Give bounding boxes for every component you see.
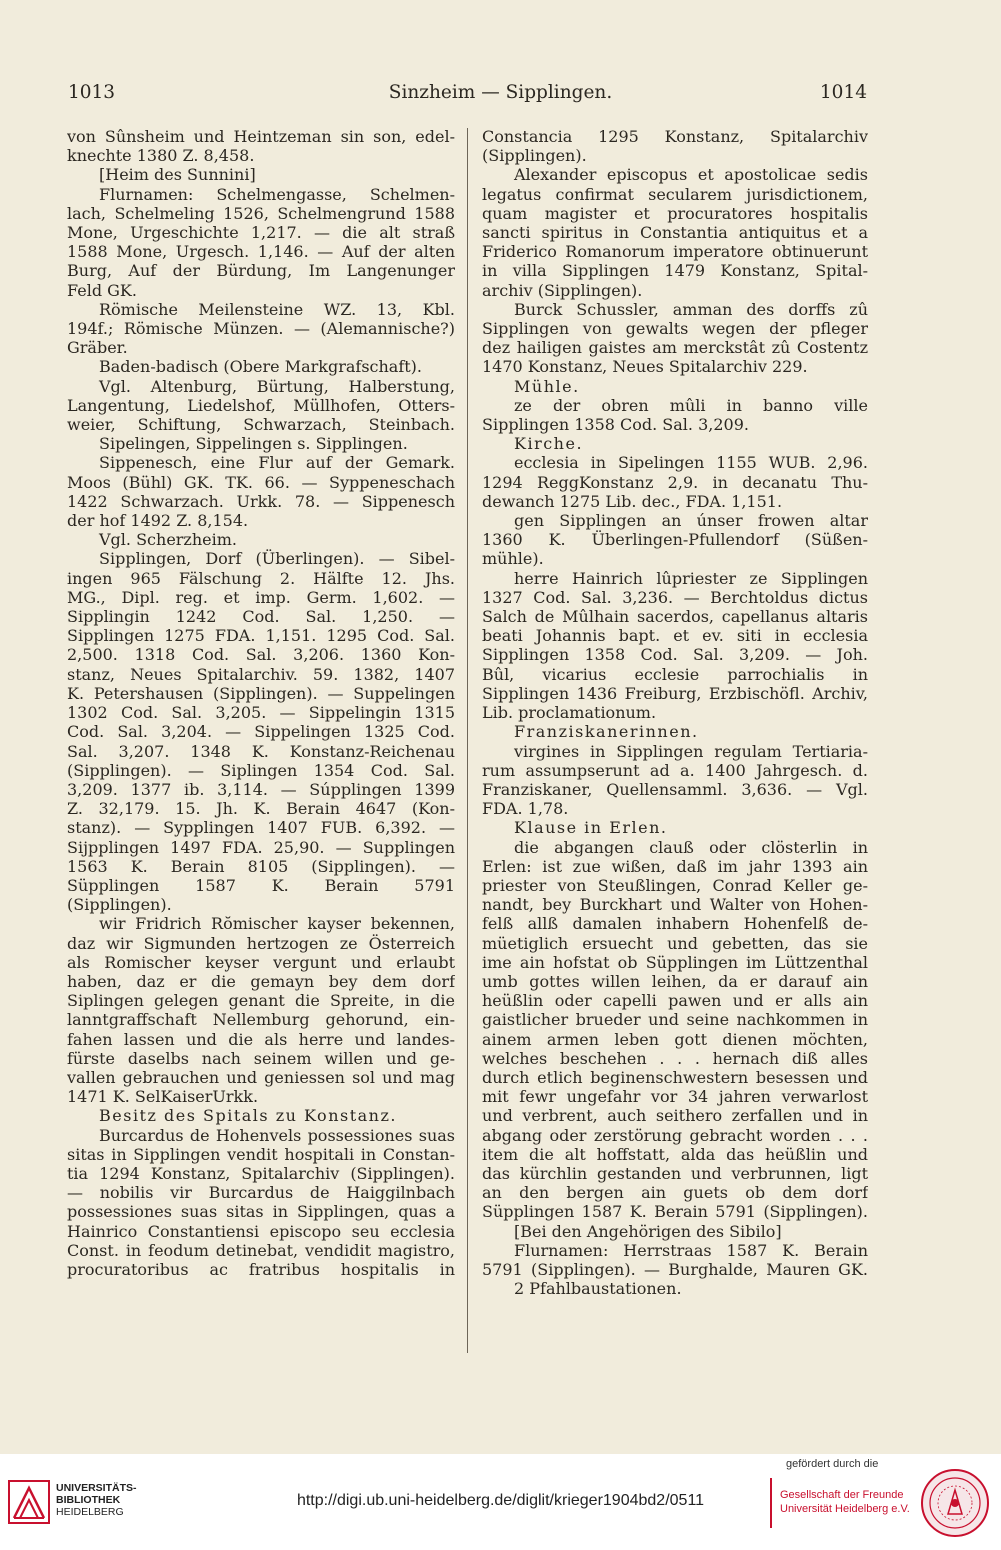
text-line: knechte 1380 Z. 8,458. bbox=[67, 146, 255, 166]
text-line: Besitz des Spitals zu Konstanz. bbox=[99, 1106, 397, 1126]
text-line: Sippenesch, eine Flur auf der Gemark. bbox=[99, 453, 455, 473]
running-title: Sinzheim — Sipplingen. bbox=[388, 82, 613, 103]
text-line: Erlen: ist zue wißen, daß im jahr 1393 ain bbox=[482, 856, 868, 876]
text-line: 194f.; Römische Münzen. — (Alemannische?) bbox=[67, 319, 455, 339]
text-line: Sipplingen 1275 FDA. 1,151. 1295 Cod. Sal. bbox=[67, 626, 455, 646]
text-line: (Sipplingen). bbox=[482, 146, 587, 166]
text-line: felß allß damalen inhabern Hohenfelß de- bbox=[482, 914, 868, 934]
text-line: Süpplingen 1587 K. Berain 5791 bbox=[67, 875, 455, 895]
page-number-right: 1014 bbox=[819, 82, 867, 103]
text-line: an den bergen ain guets ob dem dorf bbox=[482, 1183, 868, 1203]
text-line: Cod. Sal. 3,204. — Sippelingen 1325 Cod. bbox=[67, 722, 455, 742]
text-line: item die alt hoffstatt, alda das heüßlin und bbox=[482, 1144, 868, 1164]
text-line: und verbrent, auch seithero zerfallen und in bbox=[482, 1106, 868, 1126]
text-line: Siplingen gelegen genant die Spreite, in die bbox=[67, 991, 455, 1011]
text-line: in villa Sipplingen 1479 Konstanz, Spital- bbox=[482, 261, 868, 281]
text-line: sitas in Sipplingen vendit hospitali in Constan- bbox=[67, 1144, 455, 1164]
text-line: Mühle. bbox=[514, 376, 580, 396]
text-line: (Sipplingen). bbox=[67, 895, 172, 915]
text-line: Sijpplingen 1497 FDA. 25,90. — Supplingen bbox=[67, 837, 455, 857]
sponsor-label: gefördert durch die bbox=[786, 1458, 879, 1470]
text-line: heüßlin oder capelli pawen und er alls ain bbox=[482, 991, 868, 1011]
text-line: priester von Steußlingen, Conrad Keller ge- bbox=[482, 875, 868, 895]
text-line: 1294 ReggKonstanz 2,9. in decanatu Thu- bbox=[482, 472, 868, 492]
text-line: Constancia 1295 Konstanz, Spitalarchiv bbox=[482, 127, 868, 146]
text-line: Klause in Erlen. bbox=[514, 818, 668, 838]
text-line: 2,500. 1318 Cod. Sal. 3,206. 1360 Kon- bbox=[67, 645, 455, 665]
text-line: durch etlich beginenschwestern besessen und bbox=[482, 1067, 868, 1087]
text-line: ime ain hofstat ob Süpplingen im Lüttzenthal bbox=[482, 952, 868, 972]
text-line: 1327 Cod. Sal. 3,236. — Berchtoldus dictus bbox=[482, 587, 868, 607]
text-line: mühle). bbox=[482, 549, 544, 569]
university-line: UNIVERSITÄTS- bbox=[56, 1482, 137, 1494]
text-line: Baden-badisch (Obere Markgrafschaft). bbox=[99, 357, 423, 377]
text-line: der hof 1492 Z. 8,154. bbox=[67, 511, 249, 531]
text-line: archiv (Sipplingen). bbox=[482, 280, 643, 300]
text-line: Lib. proclamationum. bbox=[482, 703, 657, 723]
text-line: 1302 Cod. Sal. 3,205. — Sippelingin 1315 bbox=[67, 703, 455, 723]
text-line: [Bei den Angehörigen des Sibilo] bbox=[514, 1221, 782, 1241]
text-line: umb gottes willen leihen, da er darauf ain bbox=[482, 971, 868, 991]
sponsor-line: Universität Heidelberg e.V. bbox=[780, 1503, 910, 1515]
text-line: rum assumpserunt ad a. 1400 Jahrgesch. d. bbox=[482, 760, 868, 780]
text-line: Sipplingen 1358 Cod. Sal. 3,209. bbox=[482, 415, 749, 435]
sponsor-line: Gesellschaft der Freunde bbox=[780, 1489, 904, 1501]
text-line: nandt, bey Burckhart und Walter von Hohen- bbox=[482, 895, 868, 915]
text-line: fahen lassen und die als herre und landes- bbox=[67, 1029, 455, 1049]
text-line: quam magister et procuratores hospitalis bbox=[482, 203, 868, 223]
text-line: müetiglich ersuecht und gebetten, das sie bbox=[482, 933, 868, 953]
left-column bbox=[67, 127, 455, 1279]
text-line: Bûl, vicarius ecclesie parrochialis in bbox=[482, 664, 868, 684]
text-line: Gräber. bbox=[67, 338, 128, 358]
text-line: Sal. 3,207. 1348 K. Konstanz-Reichenau bbox=[67, 741, 455, 761]
text-line: lanntgraffschaft Nellemburg gehorund, ein- bbox=[67, 1010, 455, 1030]
permalink[interactable]: http://digi.ub.uni-heidelberg.de/diglit/krieger1904bd2/0511 bbox=[296, 1492, 705, 1509]
text-line: 5791 (Sipplingen). — Burghalde, Mauren GK. bbox=[482, 1259, 868, 1279]
text-line: Z. 32,179. 15. Jh. K. Berain 4647 (Kon- bbox=[67, 799, 455, 819]
text-line: daz wir Sigmunden hertzogen ze Österreich bbox=[67, 933, 455, 953]
text-line: Burcardus de Hohenvels possessiones suas bbox=[99, 1125, 455, 1145]
text-line: Sipplingen 1436 Freiburg, Erzbischöfl. Archiv, bbox=[482, 683, 868, 703]
text-line: Süpplingen 1587 K. Berain 5791 (Sipplingen). bbox=[482, 1202, 868, 1222]
text-line: gen Sipplingen an únser frowen altar bbox=[514, 511, 868, 531]
text-line: Feld GK. bbox=[67, 280, 137, 300]
text-line: lach, Schelmeling 1526, Schelmengrund 1588 bbox=[67, 203, 455, 223]
text-line: 2 Pfahlbaustationen. bbox=[514, 1279, 682, 1299]
text-line: 1360 K. Überlingen-Pfullendorf (Süßen- bbox=[482, 530, 868, 550]
text-line: die abgangen clauß oder clösterlin in bbox=[514, 837, 868, 857]
text-line: haben, daz er die gemayn bey dem dorf bbox=[67, 971, 455, 991]
text-line: beati Johannis bapt. et ev. siti in ecclesia bbox=[482, 626, 868, 646]
text-line: MG., Dipl. reg. et imp. Germ. 1,602. — bbox=[67, 587, 455, 607]
text-line: Flurnamen: Herrstraas 1587 K. Berain bbox=[514, 1240, 868, 1260]
text-line: Vgl. Scherzheim. bbox=[99, 530, 238, 550]
text-line: als Romischer keyser vergunt und erlaubt bbox=[67, 952, 455, 972]
text-line: fürste daselbs nach seinem willen und ge- bbox=[67, 1048, 455, 1068]
page-number-left: 1013 bbox=[68, 82, 116, 103]
text-line: ze der obren mûli in banno ville bbox=[514, 395, 868, 415]
text-line: wir Fridrich Rŏmischer kayser bekennen, bbox=[99, 914, 455, 934]
text-line: dez hailigen gaistes am merckstât zû Costentz bbox=[482, 338, 868, 358]
text-line: 3,209. 1377 ib. 3,114. — Súpplingen 1399 bbox=[67, 779, 455, 799]
text-line: FDA. 1,78. bbox=[482, 799, 569, 819]
text-line: Sipplingin 1242 Cod. Sal. 1,250. — bbox=[67, 607, 455, 627]
text-line: von Sûnsheim und Heintzeman sin son, edel- bbox=[67, 127, 455, 146]
text-line: legatus confirmat secularem jurisdictionem, bbox=[482, 184, 868, 204]
text-line: welches beschehen . . . hernach diß alles bbox=[482, 1048, 868, 1068]
text-line: dewanch 1275 Lib. dec., FDA. 1,151. bbox=[482, 491, 783, 511]
university-line: HEIDELBERG bbox=[56, 1506, 124, 1518]
text-line: ingen 965 Fälschung 2. Hälfte 12. Jhs. bbox=[67, 568, 455, 588]
text-line: ainem armen leben gott dienen möchten, bbox=[482, 1029, 868, 1049]
text-line: procuratoribus ac fratribus hospitalis in bbox=[67, 1259, 455, 1279]
right-column bbox=[482, 127, 868, 1298]
text-line: 1588 Mone, Urgesch. 1,146. — Auf der alten bbox=[67, 242, 455, 262]
text-line: 1422 Schwarzach. Urkk. 78. — Sippenesch bbox=[67, 491, 455, 511]
text-line: [Heim des Sunnini] bbox=[99, 165, 256, 185]
text-line: Franziskaner, Quellensamml. 3,636. — Vgl. bbox=[482, 779, 868, 799]
text-line: K. Petershausen (Sipplingen). — Suppelingen bbox=[67, 683, 455, 703]
text-line: Burck Schussler, amman des dorffs zû bbox=[514, 299, 868, 319]
text-line: Franziskanerinnen. bbox=[514, 722, 699, 742]
viewer-footer bbox=[0, 1454, 1001, 1550]
text-line: Flurnamen: Schelmengasse, Schelmen- bbox=[99, 184, 455, 204]
text-line: stanz). — Sypplingen 1407 FUB. 6,392. — bbox=[67, 818, 455, 838]
text-line: vallen gebrauchen und geniessen sol und mag bbox=[67, 1067, 455, 1087]
column-divider bbox=[467, 128, 468, 1353]
text-line: Sipplingen 1358 Cod. Sal. 3,209. — Joh. bbox=[482, 645, 868, 665]
text-line: herre Hainrich lûpriester ze Sipplingen bbox=[514, 568, 868, 588]
text-line: Sipplingen, Dorf (Überlingen). — Sibel- bbox=[99, 549, 455, 569]
text-line: virgines in Sipplingen regulam Tertiaria- bbox=[514, 741, 868, 761]
text-line: abgang oder zerstörung gebracht worden . . . bbox=[482, 1125, 868, 1145]
text-line: Moos (Bühl) GK. TK. 66. — Syppeneschach bbox=[67, 472, 455, 492]
sponsor-name bbox=[780, 1488, 910, 1516]
text-line: das kürchlin gestanden und verbrunnen, ligt bbox=[482, 1163, 868, 1183]
sponsor-divider bbox=[770, 1478, 772, 1528]
text-line: Römische Meilensteine WZ. 13, Kbl. bbox=[99, 299, 455, 319]
text-line: tia 1294 Konstanz, Spitalarchiv (Sipplingen). bbox=[67, 1163, 455, 1183]
text-line: 1563 K. Berain 8105 (Sipplingen). — bbox=[67, 856, 455, 876]
text-line: sancti spiritus in Constantia antiquitus et a bbox=[482, 223, 868, 243]
text-line: stanz, Neues Spitalarchiv. 59. 1382, 1407 bbox=[67, 664, 455, 684]
text-line: (Sipplingen). — Siplingen 1354 Cod. Sal. bbox=[67, 760, 455, 780]
text-line: Alexander episcopus et apostolicae sedis bbox=[514, 165, 868, 185]
text-line: Sipplingen von gewalts wegen der pfleger bbox=[482, 319, 868, 339]
text-line: 1471 K. SelKaiserUrkk. bbox=[67, 1087, 259, 1107]
text-line: Const. in feodum detinebat, vendidit magistro, bbox=[67, 1240, 455, 1260]
text-line: Vgl. Altenburg, Bürtung, Halberstung, bbox=[99, 376, 455, 396]
text-line: ecclesia in Sipelingen 1155 WUB. 2,96. bbox=[514, 453, 868, 473]
text-line: Langentung, Liedelshof, Müllhofen, Otters- bbox=[67, 395, 455, 415]
text-line: possessiones suas sitas in Sipplingen, quas a bbox=[67, 1202, 455, 1222]
text-line: Hainrico Constantiensi episcopo seu ecclesia bbox=[67, 1221, 455, 1241]
text-line: Sipelingen, Sippelingen s. Sipplingen. bbox=[99, 434, 408, 454]
text-line: Friderico Romanorum imperatore obtinuerunt bbox=[482, 242, 868, 262]
university-seal-icon bbox=[920, 1468, 990, 1538]
text-line: mit fewr ungefahr vor 34 jahren verwarlost bbox=[482, 1087, 868, 1107]
text-line: Salch de Mûlhain sacerdos, capellanus altaris bbox=[482, 607, 868, 627]
text-line: Kirche. bbox=[514, 434, 584, 454]
text-line: Mone, Urgeschichte 1,217. — die alt straß bbox=[67, 223, 455, 243]
text-line: 1470 Konstanz, Neues Spitalarchiv 229. bbox=[482, 357, 808, 377]
text-line: Burg, Auf der Bürdung, Im Langenunger bbox=[67, 261, 455, 281]
text-line: weier, Schiftung, Schwarzach, Steinbach. bbox=[67, 415, 455, 435]
text-line: gaistlicher brueder und seine nachkommen in bbox=[482, 1010, 868, 1030]
university-line: BIBLIOTHEK bbox=[56, 1494, 121, 1506]
text-line: — nobilis vir Burcardus de Haiggilnbach bbox=[67, 1183, 455, 1203]
